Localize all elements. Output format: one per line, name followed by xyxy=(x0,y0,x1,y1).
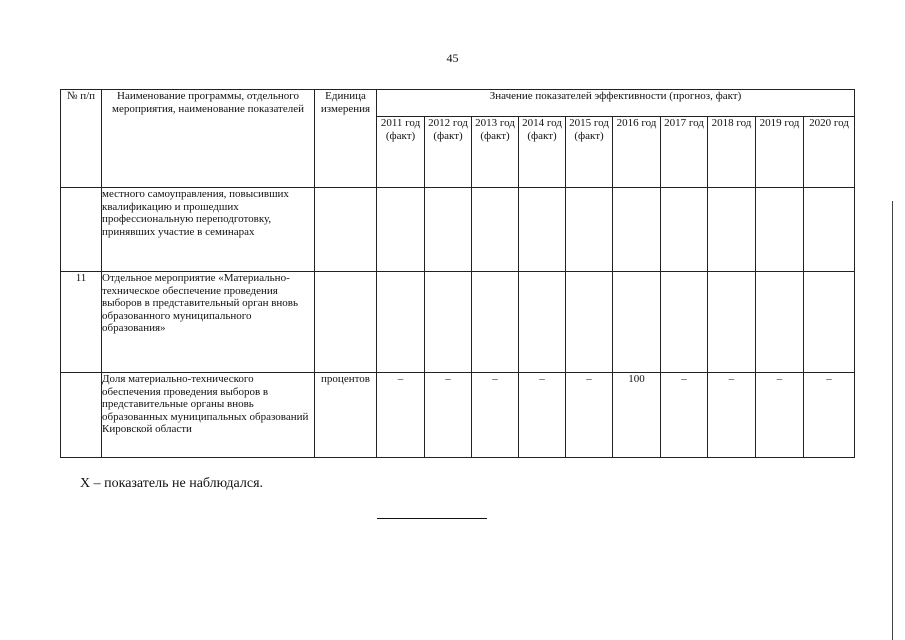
header-year: 2017 год xyxy=(661,117,708,188)
value-cell xyxy=(566,188,613,272)
value-cell: – xyxy=(661,373,708,458)
header-year: 2013 год (факт) xyxy=(472,117,519,188)
value-cell: – xyxy=(472,373,519,458)
value-cell xyxy=(425,272,472,373)
value-cell xyxy=(472,272,519,373)
row-unit: процентов xyxy=(315,373,377,458)
table-row xyxy=(61,188,855,272)
value-cell xyxy=(708,272,756,373)
page-number: 45 xyxy=(446,51,459,65)
header-year: 2011 год (факт) xyxy=(377,117,425,188)
row-unit xyxy=(315,188,377,272)
header-year: 2014 год (факт) xyxy=(519,117,566,188)
value-cell: – xyxy=(566,373,613,458)
value-cell xyxy=(377,272,425,373)
header-values-group: Значение показателей эффективности (прогноз, факт) xyxy=(377,90,855,117)
value-cell: – xyxy=(519,373,566,458)
header-year: 2016 год xyxy=(613,117,661,188)
value-cell xyxy=(613,272,661,373)
value-cell xyxy=(661,188,708,272)
row-unit xyxy=(315,272,377,373)
header-year: 2015 год (факт) xyxy=(566,117,613,188)
value-cell: – xyxy=(804,373,855,458)
value-cell xyxy=(472,188,519,272)
footnote: Х – показатель не наблюдался. xyxy=(80,476,264,491)
row-name: Доля материально-технического обеспечения проведения выборов в представительные органы вновь образованных муниципальных образований Кировской области xyxy=(102,373,315,458)
value-cell xyxy=(756,272,804,373)
header-num: № п/п xyxy=(61,90,102,188)
value-cell: – xyxy=(756,373,804,458)
value-cell xyxy=(377,188,425,272)
value-cell xyxy=(804,272,855,373)
value-cell xyxy=(708,188,756,272)
header-unit: Единица измерения xyxy=(315,90,377,188)
value-cell xyxy=(756,188,804,272)
table-row xyxy=(61,373,855,458)
value-cell: – xyxy=(377,373,425,458)
value-cell xyxy=(519,272,566,373)
value-cell xyxy=(519,188,566,272)
header-year: 2020 год xyxy=(804,117,855,188)
header-row xyxy=(61,90,855,117)
indicators-table xyxy=(60,89,855,458)
row-name: Отдельное мероприятие «Материально-техническое обеспечение проведения выборов в представительный орган вновь образованного муниципального образования» xyxy=(102,272,315,373)
value-cell xyxy=(425,188,472,272)
value-cell xyxy=(613,188,661,272)
row-name: местного самоуправления, повысивших квалификацию и прошедших профессиональную переподготовку, принявших участие в семинарах xyxy=(102,188,315,272)
value-cell: 100 xyxy=(613,373,661,458)
scan-edge-line xyxy=(892,201,893,640)
value-cell: – xyxy=(425,373,472,458)
value-cell xyxy=(804,188,855,272)
header-year: 2019 год xyxy=(756,117,804,188)
row-num xyxy=(61,188,102,272)
header-year: 2018 год xyxy=(708,117,756,188)
value-cell: – xyxy=(708,373,756,458)
table-row xyxy=(61,272,855,373)
header-name: Наименование программы, отдельного мероприятия, наименование показателей xyxy=(102,90,315,188)
row-num: 11 xyxy=(61,272,102,373)
value-cell xyxy=(566,272,613,373)
value-cell xyxy=(661,272,708,373)
row-num xyxy=(61,373,102,458)
header-year: 2012 год (факт) xyxy=(425,117,472,188)
separator-line xyxy=(377,518,487,519)
